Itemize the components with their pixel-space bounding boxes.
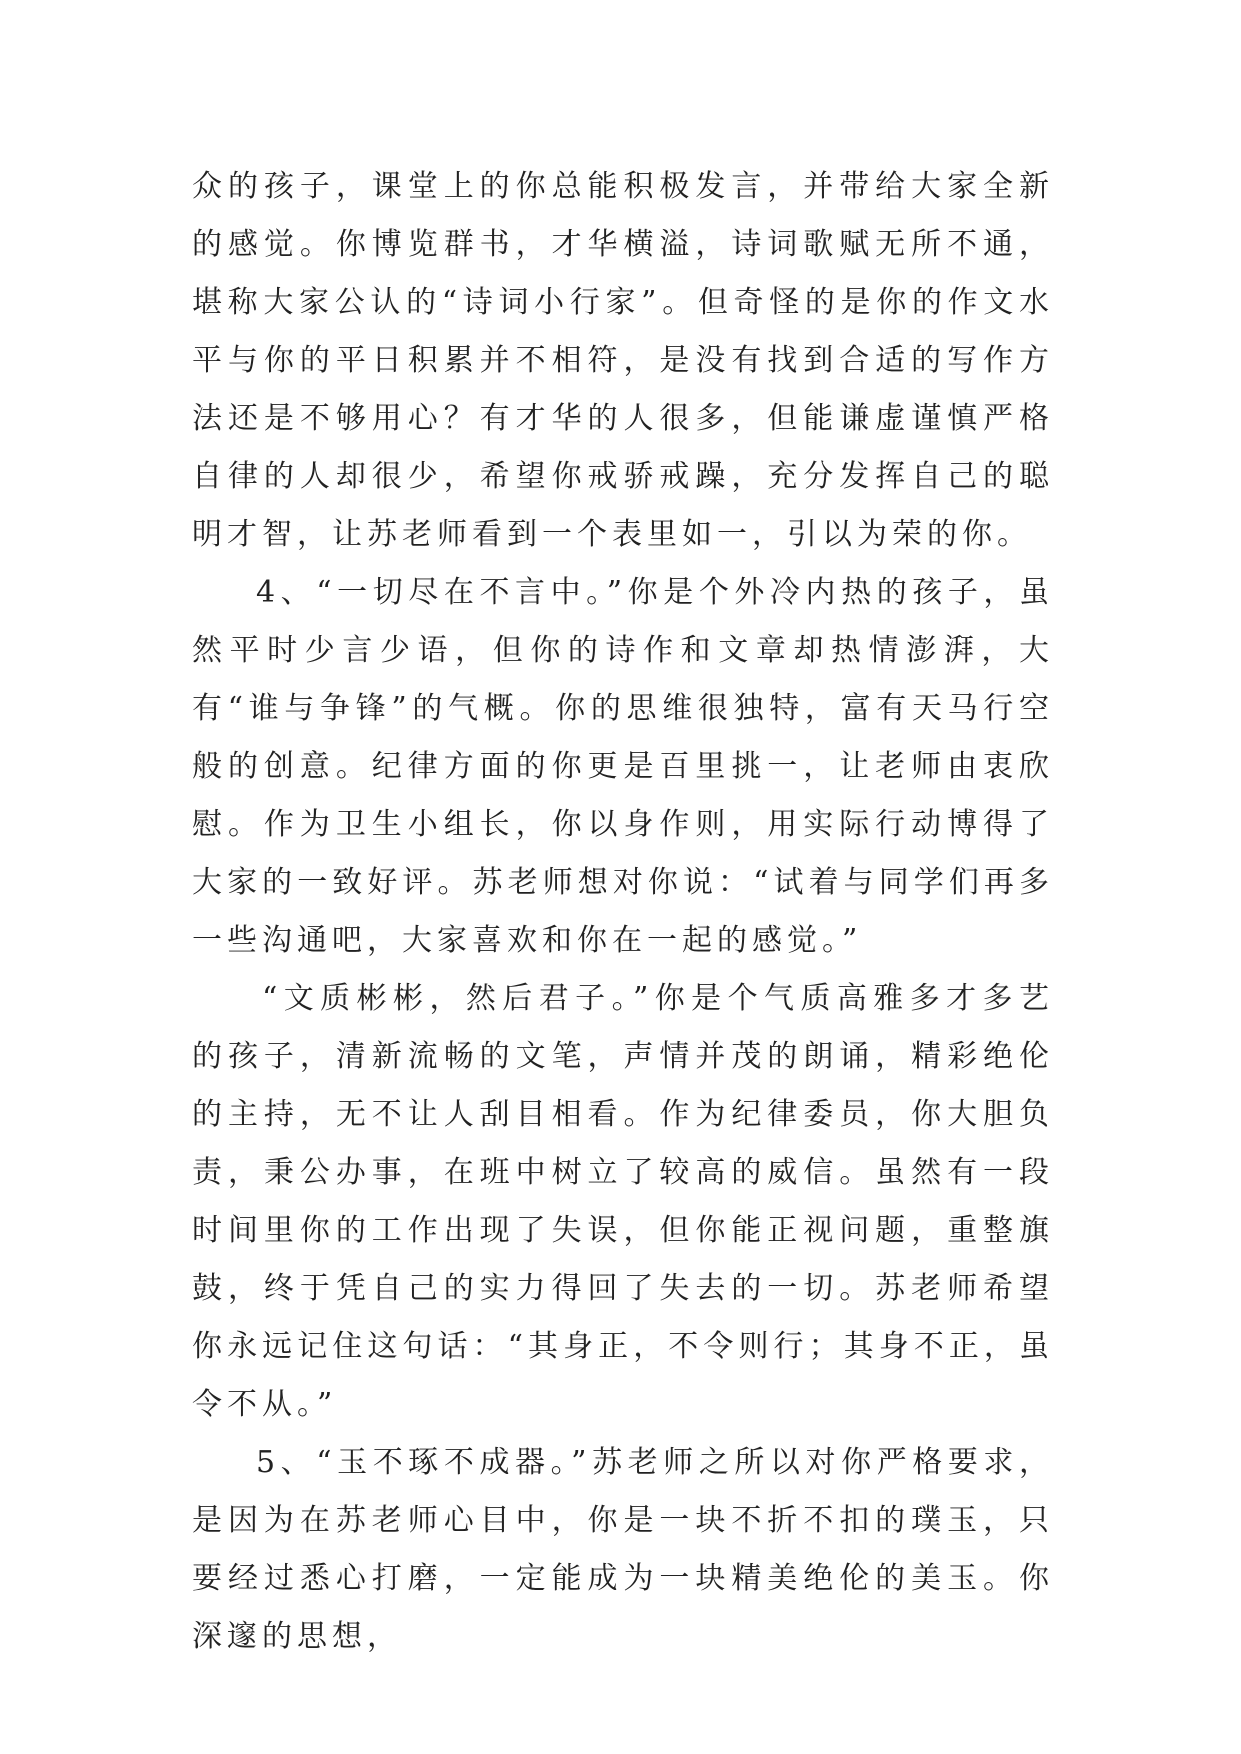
paragraph-comment-unnumbered: “文质彬彬，然后君子。”你是个气质高雅多才多艺的孩子，清新流畅的文笔，声情并茂的朗诵，精彩绝伦的主持，无不让人刮目相看。作为纪律委员，你大胆负责，秉公办事，在班中树立了较高的威信。虽然有一段时间里你的工作出现了失误，但你能正视问题，重整旗鼓，终于凭自己的实力得回了失去的一切。苏老师希望你永远记住这句话：“其身正，不令则行；其身不正，虽令不从。” [192, 981, 1054, 1422]
document-page [192, 158, 1054, 1666]
paragraph-continued: 众的孩子，课堂上的你总能积极发言，并带给大家全新的感觉。你博览群书，才华横溢，诗词歌赋无所不通，堪称大家公认的“诗词小行家”。但奇怪的是你的作文水平与你的平日积累并不相符，是没有找到合适的写作方法还是不够用心？有才华的人很多，但能谦虚谨慎严格自律的人却很少，希望你戒骄戒躁，充分发挥自己的聪明才智，让苏老师看到一个表里如一，引以为荣的你。 [192, 169, 1054, 552]
paragraph-comment-5: 5、“玉不琢不成器。”苏老师之所以对你严格要求，是因为在苏老师心目中，你是一块不折不扣的璞玉，只要经过悉心打磨，一定能成为一块精美绝伦的美玉。你深邃的思想， [192, 1445, 1054, 1654]
paragraph-comment-4: 4、“一切尽在不言中。”你是个外冷内热的孩子，虽然平时少言少语，但你的诗作和文章却热情澎湃，大有“谁与争锋”的气概。你的思维很独特，富有天马行空般的创意。纪律方面的你更是百里挑一，让老师由衷欣慰。作为卫生小组长，你以身作则，用实际行动博得了大家的一致好评。苏老师想对你说：“试着与同学们再多一些沟通吧，大家喜欢和你在一起的感觉。” [192, 575, 1054, 958]
